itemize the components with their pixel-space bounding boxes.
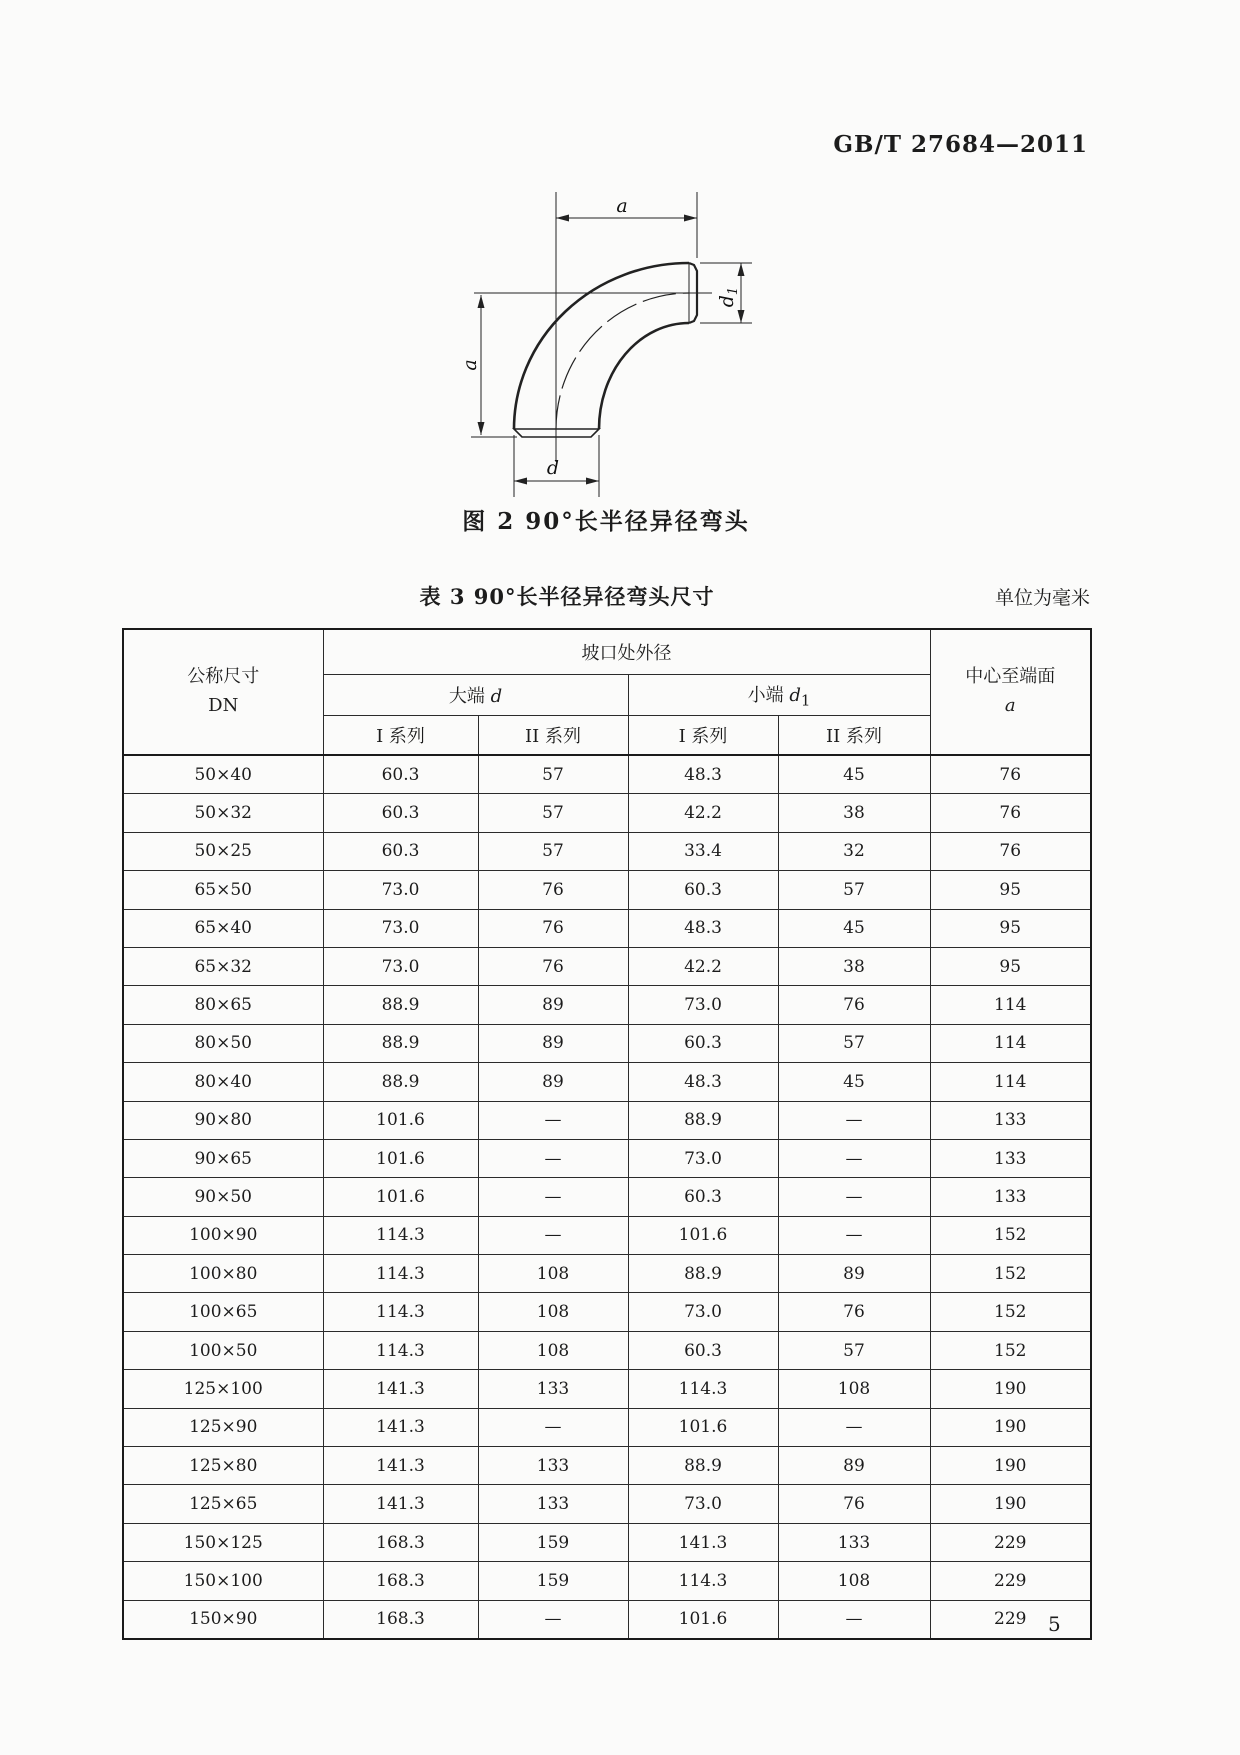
header-d1-series2: II 系列	[778, 716, 930, 756]
cell-d1-series2: 76	[778, 1485, 930, 1523]
small-end-subscript: 1	[800, 691, 811, 710]
cell-d1-series2: 45	[778, 1063, 930, 1101]
cell-d1-series1: 42.2	[628, 947, 778, 985]
cell-d1-series2: 108	[778, 1562, 930, 1600]
cell-d-series2: 133	[478, 1370, 628, 1408]
table-row	[123, 1331, 1091, 1369]
table-row	[123, 1101, 1091, 1139]
cell-a: 76	[930, 832, 1091, 870]
cell-a: 114	[930, 1024, 1091, 1062]
table-row	[123, 1063, 1091, 1101]
cell-d-series2: 57	[478, 832, 628, 870]
cell-d-series1: 101.6	[323, 1178, 478, 1216]
cell-dn: 50×40	[123, 755, 323, 794]
cell-dn: 150×100	[123, 1562, 323, 1600]
cell-d1-series2: 76	[778, 986, 930, 1024]
cell-a: 152	[930, 1216, 1091, 1254]
elbow-center-arc	[556, 293, 689, 429]
cell-d-series2: 159	[478, 1523, 628, 1561]
cell-d1-series2: —	[778, 1178, 930, 1216]
table-row	[123, 909, 1091, 947]
header-dn-sub: DN	[208, 695, 239, 716]
cell-d-series1: 168.3	[323, 1600, 478, 1639]
cell-d1-series1: 60.3	[628, 1178, 778, 1216]
cell-a: 152	[930, 1331, 1091, 1369]
table-row	[123, 1600, 1091, 1639]
cell-d-series1: 101.6	[323, 1139, 478, 1177]
dimension-table	[122, 628, 1092, 1640]
cell-d1-series1: 48.3	[628, 909, 778, 947]
table-row	[123, 1523, 1091, 1561]
cell-d-series2: —	[478, 1216, 628, 1254]
cell-d1-series2: 57	[778, 1024, 930, 1062]
cell-d1-series2: 32	[778, 832, 930, 870]
cell-dn: 65×40	[123, 909, 323, 947]
cell-d-series2: —	[478, 1178, 628, 1216]
cell-d1-series1: 60.3	[628, 871, 778, 909]
cell-a: 114	[930, 986, 1091, 1024]
cell-a: 133	[930, 1139, 1091, 1177]
dim-label-d-bottom: d	[546, 457, 560, 479]
table-row	[123, 871, 1091, 909]
dim-label-d1-right: $d_1$	[716, 286, 741, 308]
cell-d1-series1: 114.3	[628, 1370, 778, 1408]
cell-dn: 125×90	[123, 1408, 323, 1446]
cell-d-series1: 141.3	[323, 1447, 478, 1485]
arrow-left-down	[478, 422, 485, 435]
header-center-to-end	[930, 629, 1091, 755]
arrow-top-right	[684, 215, 697, 222]
cell-a: 190	[930, 1408, 1091, 1446]
cell-d-series1: 88.9	[323, 1063, 478, 1101]
table-row	[123, 986, 1091, 1024]
cell-d1-series2: —	[778, 1600, 930, 1639]
cell-dn: 80×50	[123, 1024, 323, 1062]
cell-d1-series2: 76	[778, 1293, 930, 1331]
cell-d1-series1: 42.2	[628, 794, 778, 832]
cell-dn: 125×100	[123, 1370, 323, 1408]
cell-dn: 150×125	[123, 1523, 323, 1561]
figure-caption: 图 2 90°长半径异径弯头	[462, 508, 750, 535]
cell-a: 95	[930, 871, 1091, 909]
cell-d1-series2: 108	[778, 1370, 930, 1408]
cell-a: 190	[930, 1447, 1091, 1485]
cell-d-series2: —	[478, 1408, 628, 1446]
cell-d1-series1: 73.0	[628, 986, 778, 1024]
cell-a: 95	[930, 909, 1091, 947]
cell-d-series1: 141.3	[323, 1408, 478, 1446]
cell-a: 95	[930, 947, 1091, 985]
cell-dn: 100×80	[123, 1255, 323, 1293]
table-body	[123, 755, 1091, 1639]
cell-d-series2: 89	[478, 986, 628, 1024]
table-row	[123, 1408, 1091, 1446]
cell-dn: 80×40	[123, 1063, 323, 1101]
cell-a: 152	[930, 1255, 1091, 1293]
cell-d-series2: 76	[478, 909, 628, 947]
cell-d1-series1: 73.0	[628, 1293, 778, 1331]
dim-label-a-top: a	[616, 195, 628, 217]
cell-d1-series1: 48.3	[628, 755, 778, 794]
table-row	[123, 1293, 1091, 1331]
cell-d-series2: 89	[478, 1063, 628, 1101]
cell-dn: 100×50	[123, 1331, 323, 1369]
table-header	[123, 629, 1091, 755]
cell-dn: 90×80	[123, 1101, 323, 1139]
header-bevel-od: 坡口处外径	[323, 629, 930, 675]
cell-d1-series1: 101.6	[628, 1216, 778, 1254]
cell-d-series2: 159	[478, 1562, 628, 1600]
cell-dn: 150×90	[123, 1600, 323, 1639]
header-d-series2: II 系列	[478, 716, 628, 756]
cell-d-series2: 89	[478, 1024, 628, 1062]
arrow-left-up	[478, 295, 485, 308]
cell-a: 152	[930, 1293, 1091, 1331]
cell-d1-series1: 48.3	[628, 1063, 778, 1101]
cell-d1-series1: 73.0	[628, 1485, 778, 1523]
cell-a: 190	[930, 1485, 1091, 1523]
header-dn-label: 公称尺寸	[187, 666, 260, 688]
header-big-end: 大端 d	[323, 675, 628, 716]
cell-d-series2: 57	[478, 755, 628, 794]
table-row	[123, 1485, 1091, 1523]
cell-d-series1: 114.3	[323, 1293, 478, 1331]
cell-a: 76	[930, 755, 1091, 794]
header-center-to-end-symbol: a	[1004, 695, 1016, 716]
elbow-inner-arc	[599, 323, 689, 429]
cell-dn: 125×65	[123, 1485, 323, 1523]
cell-d-series2: 76	[478, 947, 628, 985]
cell-d1-series1: 33.4	[628, 832, 778, 870]
header-d-series1: I 系列	[323, 716, 478, 756]
big-end-symbol: d	[490, 686, 503, 707]
cell-d-series2: 133	[478, 1447, 628, 1485]
figure-drawing	[420, 180, 780, 505]
cell-dn: 65×50	[123, 871, 323, 909]
arrow-bottom-left	[514, 478, 527, 485]
cell-d-series1: 88.9	[323, 986, 478, 1024]
cell-d-series2: 57	[478, 794, 628, 832]
cell-d-series2: 108	[478, 1331, 628, 1369]
cell-d-series1: 73.0	[323, 947, 478, 985]
cell-a: 229	[930, 1600, 1091, 1639]
cell-d1-series1: 60.3	[628, 1331, 778, 1369]
cell-d-series1: 168.3	[323, 1523, 478, 1561]
header-dn	[123, 629, 323, 755]
cell-dn: 90×65	[123, 1139, 323, 1177]
cell-d1-series1: 114.3	[628, 1562, 778, 1600]
cell-d1-series2: —	[778, 1216, 930, 1254]
cell-d1-series1: 101.6	[628, 1600, 778, 1639]
cell-d-series2: 133	[478, 1485, 628, 1523]
table-row	[123, 755, 1091, 794]
cell-d-series1: 141.3	[323, 1370, 478, 1408]
arrow-bottom-right	[586, 478, 599, 485]
table-row	[123, 947, 1091, 985]
cell-d1-series2: 45	[778, 909, 930, 947]
cell-a: 229	[930, 1562, 1091, 1600]
cell-d1-series1: 141.3	[628, 1523, 778, 1561]
cell-dn: 50×32	[123, 794, 323, 832]
cell-d1-series2: —	[778, 1101, 930, 1139]
table-row	[123, 794, 1091, 832]
cell-dn: 80×65	[123, 986, 323, 1024]
cell-d1-series2: 133	[778, 1523, 930, 1561]
table-row	[123, 1447, 1091, 1485]
standard-number: GB/T 27684—2011	[833, 131, 1088, 158]
cell-d-series2: —	[478, 1101, 628, 1139]
header-d1-series1: I 系列	[628, 716, 778, 756]
arrow-top-left	[556, 215, 569, 222]
cell-a: 76	[930, 794, 1091, 832]
table-row	[123, 1370, 1091, 1408]
cell-d1-series1: 73.0	[628, 1139, 778, 1177]
cell-d1-series1: 60.3	[628, 1024, 778, 1062]
cell-a: 133	[930, 1178, 1091, 1216]
cell-d1-series2: —	[778, 1139, 930, 1177]
page-number: 5	[1048, 1612, 1061, 1636]
cell-d-series1: 73.0	[323, 871, 478, 909]
table-row	[123, 832, 1091, 870]
cell-d1-series2: 57	[778, 1331, 930, 1369]
cell-d-series1: 114.3	[323, 1216, 478, 1254]
cell-d-series2: 108	[478, 1255, 628, 1293]
cell-d-series1: 141.3	[323, 1485, 478, 1523]
cell-d-series2: 108	[478, 1293, 628, 1331]
cell-d-series1: 60.3	[323, 794, 478, 832]
cell-dn: 65×32	[123, 947, 323, 985]
cell-d1-series1: 88.9	[628, 1447, 778, 1485]
cell-a: 114	[930, 1063, 1091, 1101]
cell-d-series1: 60.3	[323, 755, 478, 794]
cell-a: 133	[930, 1101, 1091, 1139]
small-end-symbol: d	[789, 684, 801, 706]
cell-d1-series2: 89	[778, 1447, 930, 1485]
cell-d1-series1: 88.9	[628, 1101, 778, 1139]
cell-dn: 100×90	[123, 1216, 323, 1254]
table-row	[123, 1216, 1091, 1254]
cell-d1-series2: 38	[778, 794, 930, 832]
unit-note: 单位为毫米	[994, 587, 1090, 609]
table-row	[123, 1139, 1091, 1177]
arrow-right-up	[738, 263, 745, 276]
cell-d-series1: 60.3	[323, 832, 478, 870]
cell-dn: 125×80	[123, 1447, 323, 1485]
cell-dn: 100×65	[123, 1293, 323, 1331]
cell-d1-series1: 101.6	[628, 1408, 778, 1446]
cell-d-series2: 76	[478, 871, 628, 909]
table-title: 表 3 90°长半径异径弯头尺寸	[419, 584, 715, 609]
cell-d1-series1: 88.9	[628, 1255, 778, 1293]
cell-dn: 50×25	[123, 832, 323, 870]
table-row	[123, 1178, 1091, 1216]
cell-d-series1: 114.3	[323, 1331, 478, 1369]
cell-d1-series2: 89	[778, 1255, 930, 1293]
cell-d-series1: 73.0	[323, 909, 478, 947]
table-row	[123, 1255, 1091, 1293]
cell-d1-series2: 45	[778, 755, 930, 794]
header-small-end: 小端 $d_1$	[628, 675, 930, 716]
arrow-right-down	[738, 310, 745, 323]
cell-d-series2: —	[478, 1139, 628, 1177]
cell-dn: 90×50	[123, 1178, 323, 1216]
cell-d1-series2: —	[778, 1408, 930, 1446]
cell-d1-series2: 57	[778, 871, 930, 909]
cell-d-series2: —	[478, 1600, 628, 1639]
header-center-to-end-label: 中心至端面	[965, 666, 1056, 688]
cell-d-series1: 88.9	[323, 1024, 478, 1062]
cell-d-series1: 168.3	[323, 1562, 478, 1600]
cell-d1-series2: 38	[778, 947, 930, 985]
cell-a: 229	[930, 1523, 1091, 1561]
cell-d-series1: 114.3	[323, 1255, 478, 1293]
table-row	[123, 1024, 1091, 1062]
cell-a: 190	[930, 1370, 1091, 1408]
cell-d-series1: 101.6	[323, 1101, 478, 1139]
table-row	[123, 1562, 1091, 1600]
dim-label-a-left: a	[459, 359, 481, 371]
